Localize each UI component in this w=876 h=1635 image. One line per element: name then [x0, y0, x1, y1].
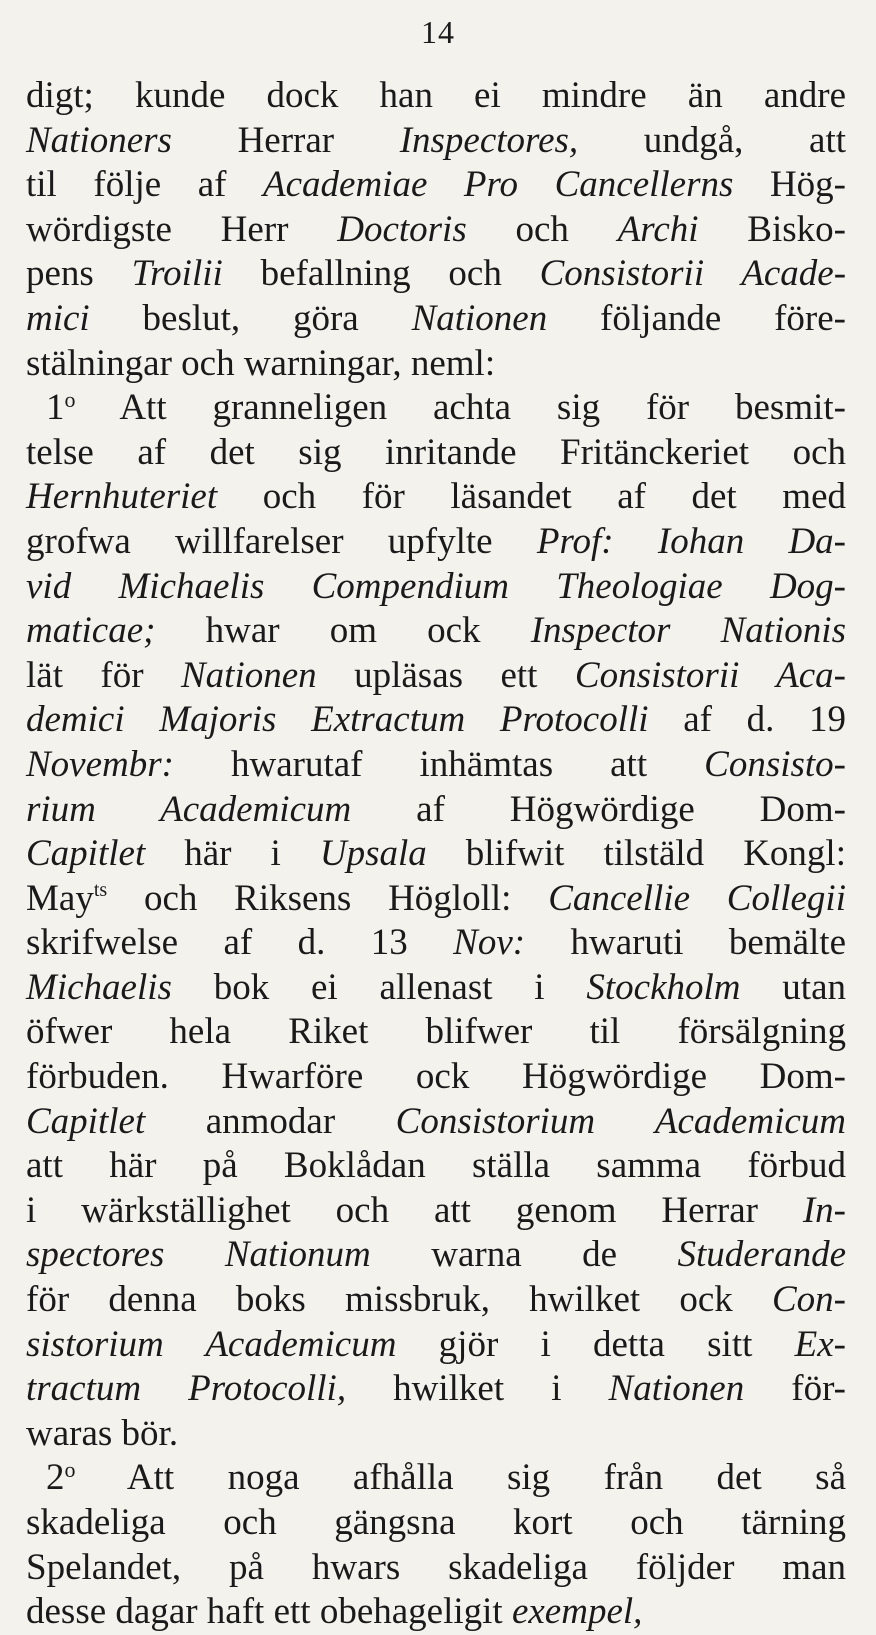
- text-run: ts: [93, 878, 108, 901]
- text-run: hwilket i: [346, 1368, 609, 1410]
- text-line: [26, 788, 846, 833]
- text-run: bok ei allenast i: [171, 966, 587, 1008]
- text-line: [26, 475, 846, 520]
- italic-text: Nationen: [411, 297, 548, 339]
- text-run: skadeliga och gängsna kort och tärning: [26, 1502, 846, 1543]
- text-run: undgå, att: [578, 119, 847, 161]
- italic-text: Novembr:: [26, 743, 174, 785]
- italic-text: Nationen: [608, 1368, 745, 1410]
- text-run: anmodar: [145, 1100, 396, 1142]
- italic-text: Consistorii Aca-: [574, 654, 846, 696]
- text-line: [26, 1189, 846, 1234]
- body-text: [26, 74, 846, 1635]
- italic-text: Consistorii Acade-: [539, 253, 847, 295]
- text-line: [26, 1278, 846, 1323]
- text-run: gjör i detta sitt: [396, 1323, 795, 1365]
- text-run: warna de: [370, 1234, 678, 1276]
- text-run: och: [466, 208, 618, 250]
- text-run: i wärkställighet och att genom Herrar: [26, 1189, 803, 1231]
- text-line: [26, 1233, 846, 1278]
- text-run: telse af det sig inritande Fritänckeriet och: [26, 431, 846, 473]
- text-run: Herrar: [171, 119, 400, 161]
- text-run: Hög-: [733, 164, 846, 206]
- italic-text: Stockholm: [586, 966, 741, 1008]
- italic-text: vid Michaelis Compendium Theologiae Dog-: [26, 565, 846, 607]
- page-number: 14: [421, 14, 455, 50]
- text-run: hwaruti bemälte: [525, 922, 846, 964]
- text-run: o: [64, 387, 76, 413]
- text-run: o: [64, 1457, 76, 1483]
- text-run: Att granneligen achta sig för besmit-: [75, 387, 846, 429]
- italic-text: sistorium Academicum: [26, 1323, 397, 1365]
- italic-text: Academiae Pro Cancellerns: [263, 164, 734, 206]
- text-run: utan: [740, 966, 846, 1008]
- text-line: [26, 832, 846, 877]
- italic-text: Cancellie Collegii: [548, 877, 846, 919]
- italic-text: Inspectores,: [399, 119, 579, 161]
- text-line: [26, 119, 846, 164]
- italic-text: Upsala: [319, 833, 427, 875]
- italic-text: Nationen: [181, 654, 317, 696]
- text-run: Spelandet, på hwars skadeliga följder man: [26, 1546, 846, 1588]
- text-line: [26, 386, 846, 431]
- text-line: [26, 1144, 846, 1189]
- italic-text: Michaelis: [26, 966, 172, 1008]
- italic-text: Consisto-: [704, 743, 846, 785]
- text-run: 2: [46, 1457, 65, 1499]
- italic-text: Nov:: [453, 922, 526, 964]
- text-line: [26, 698, 846, 743]
- text-line: [26, 252, 846, 297]
- text-run: skrifwelse af d. 13: [26, 922, 454, 964]
- italic-text: mici: [26, 297, 90, 339]
- text-run: och för läsandet af det med: [217, 476, 846, 518]
- text-line: [26, 163, 846, 208]
- italic-text: rium Academicum: [26, 788, 352, 830]
- text-run: pens: [26, 253, 132, 295]
- text-run: af d. 19: [648, 699, 846, 741]
- text-run: 1: [46, 387, 65, 429]
- italic-text: demici Majoris Extractum Protocolli: [26, 699, 649, 741]
- text-run: förbuden. Hwarföre ock Högwördige Dom-: [26, 1056, 846, 1098]
- text-line: [26, 1100, 846, 1145]
- italic-text: Ex-: [794, 1323, 846, 1365]
- text-line: [26, 1367, 846, 1412]
- text-run: blifwit tilstäld Kongl:: [426, 833, 846, 875]
- text-run: grofwa willfarelser upfylte: [26, 520, 537, 562]
- text-line: [26, 74, 846, 119]
- text-run: för denna boks missbruk, hwilket ock: [26, 1279, 772, 1321]
- text-line: [26, 1501, 846, 1546]
- text-run: befallning och: [222, 253, 540, 295]
- text-line: [26, 1546, 846, 1591]
- text-run: digt; kunde dock han ei mindre än andre: [26, 75, 846, 116]
- text-run: lät för: [26, 654, 181, 696]
- text-run: stälningar och warningar, neml:: [26, 342, 496, 384]
- text-line: [26, 1412, 846, 1457]
- text-run: följande före-: [547, 297, 846, 339]
- italic-text: Capitlet: [26, 1100, 146, 1142]
- text-line: [26, 966, 846, 1011]
- text-line: [26, 609, 846, 654]
- italic-text: spectores Nationum: [26, 1234, 371, 1276]
- text-run: beslut, göra: [89, 297, 412, 339]
- text-line: [26, 654, 846, 699]
- italic-text: tractum Protocolli,: [26, 1368, 347, 1410]
- text-line: [26, 342, 846, 387]
- text-line: [26, 921, 846, 966]
- italic-text: exempel,: [511, 1591, 643, 1633]
- text-line: [26, 1590, 846, 1635]
- text-line: [26, 1010, 846, 1055]
- text-run: för-: [744, 1368, 847, 1410]
- text-run: May: [26, 877, 94, 919]
- italic-text: maticae;: [26, 610, 156, 652]
- italic-text: Archi: [617, 208, 699, 250]
- text-line: [26, 297, 846, 342]
- text-run: hwarutaf inhämtas att: [173, 743, 705, 785]
- italic-text: In-: [802, 1189, 846, 1231]
- text-run: waras bör.: [26, 1412, 179, 1454]
- italic-text: Doctoris: [337, 208, 467, 250]
- text-run: til följe af: [26, 164, 264, 206]
- text-run: att här på Boklådan ställa samma förbud: [26, 1145, 846, 1187]
- text-line: [26, 743, 846, 788]
- italic-text: Capitlet: [26, 833, 146, 875]
- italic-text: Troilii: [131, 253, 223, 295]
- text-line: [26, 431, 846, 476]
- text-run: och Riksens Högloll:: [107, 877, 549, 919]
- italic-text: Inspector Nationis: [530, 610, 846, 652]
- text-run: öfwer hela Riket blifwer til försälgning: [26, 1011, 846, 1053]
- text-line: [26, 1055, 846, 1100]
- text-line: [26, 208, 846, 253]
- italic-text: Nationers: [26, 119, 172, 161]
- text-line: [26, 520, 846, 565]
- italic-text: Hernhuteriet: [26, 476, 218, 518]
- text-run: upläsas ett: [316, 654, 575, 696]
- italic-text: Con-: [772, 1279, 846, 1321]
- text-line: [26, 1323, 846, 1368]
- text-run: här i: [145, 833, 320, 875]
- text-line: [26, 565, 846, 610]
- text-line: [26, 877, 846, 922]
- italic-text: Prof: Iohan Da-: [536, 520, 847, 562]
- italic-text: Consistorium Academicum: [395, 1100, 846, 1142]
- text-line: [26, 1456, 846, 1501]
- text-run: wördigste Herr: [26, 208, 338, 250]
- text-run: Att noga afhålla sig från det så: [75, 1457, 846, 1499]
- text-run: hwar om ock: [155, 610, 531, 652]
- text-run: af Högwördige Dom-: [351, 788, 846, 830]
- text-run: Bisko-: [698, 208, 846, 250]
- italic-text: Studerande: [677, 1234, 846, 1276]
- text-run: desse dagar haft ett obehageligit: [26, 1591, 512, 1633]
